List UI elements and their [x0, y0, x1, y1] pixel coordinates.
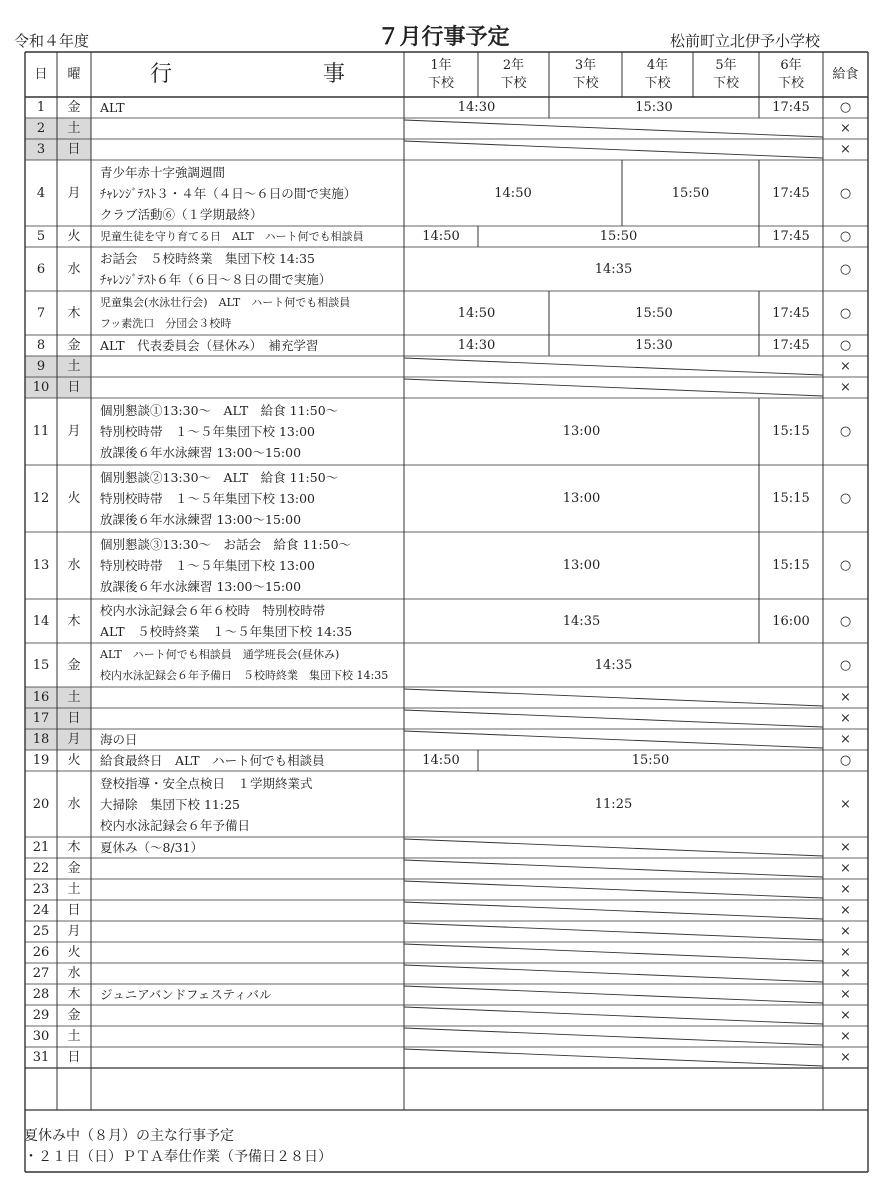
lunch-mark: ○	[839, 424, 852, 439]
lunch-mark: ○	[839, 753, 852, 768]
no-school-strike	[404, 881, 823, 898]
lunch-mark: ○	[839, 657, 852, 673]
weekday: 木	[67, 613, 81, 629]
no-school-strike	[404, 731, 823, 748]
lunch-mark: ○	[839, 491, 852, 506]
dismissal-label: 下校	[712, 75, 739, 91]
day-number: 25	[32, 924, 50, 939]
no-school-strike	[404, 120, 823, 137]
summer-event-item: ・２１日（日）ＰＴＡ奉仕作業（予備日２８日）	[24, 1149, 332, 1165]
header-grade-2	[478, 52, 549, 97]
lunch-mark: ×	[840, 732, 851, 747]
day-number: 29	[32, 1008, 50, 1023]
event-text: 特別校時帯 １～５年集団下校 13:00	[100, 424, 315, 439]
school-name: 松前町立北伊予小学校	[670, 32, 821, 50]
dismissal-time: 14:30	[457, 338, 496, 353]
day-number: 15	[32, 657, 50, 673]
day-number: 27	[32, 966, 50, 981]
lunch-mark: ×	[840, 987, 851, 1002]
header-weekday: 曜	[67, 67, 81, 82]
lunch-mark: ×	[840, 1029, 851, 1044]
event-text: 放課後６年水泳練習 13:00～15:00	[100, 445, 302, 460]
summer-events-heading: 夏休み中（８月）の主な行事予定	[24, 1128, 234, 1144]
dismissal-time: 15:50	[631, 753, 670, 768]
weekday: 月	[57, 729, 91, 750]
dismissal-time: 14:50	[422, 229, 460, 244]
grade-label: 4年	[646, 57, 669, 73]
lunch-mark: ○	[839, 100, 852, 115]
weekday: 木	[67, 305, 81, 321]
weekday: 土	[57, 687, 91, 708]
no-school-strike	[404, 944, 823, 961]
grade-label: 1年	[430, 57, 452, 73]
event-text: 海の日	[100, 732, 138, 747]
dismissal-time: 13:00	[562, 491, 601, 506]
no-school-strike	[404, 986, 823, 1003]
day-number: 10	[25, 377, 57, 398]
page-title: ７月行事予定	[377, 25, 510, 50]
weekday: 日	[57, 139, 91, 160]
weekday: 金	[67, 1008, 81, 1023]
no-school-strike	[404, 965, 823, 982]
dismissal-time: 13:00	[562, 424, 601, 439]
lunch-mark: ○	[839, 558, 852, 573]
day-number: 7	[36, 305, 46, 321]
day-number: 24	[32, 903, 50, 918]
dismissal-label: 下校	[777, 75, 804, 91]
event-text: ﾁｬﾚﾝｼﾞﾃｽﾄ３・４年（４日～６日の間で実施）	[100, 185, 357, 201]
dismissal-time: 15:30	[635, 100, 673, 115]
day-number: 8	[36, 338, 46, 353]
day-number: 18	[25, 729, 57, 750]
dismissal-time: 11:25	[594, 796, 633, 812]
header-event-left: 行	[149, 61, 172, 87]
lunch-mark: ○	[839, 613, 852, 629]
lunch-mark: ×	[840, 924, 851, 939]
no-school-strike	[404, 839, 823, 856]
day-number: 26	[32, 945, 50, 960]
event-text: ALT	[100, 100, 125, 115]
dismissal-label: 下校	[572, 75, 599, 91]
grade-label: 3年	[574, 57, 597, 73]
dismissal-label: 下校	[644, 75, 671, 91]
dismissal-label: 下校	[427, 75, 454, 91]
dismissal-time: 17:45	[772, 185, 810, 201]
header-grade-5	[693, 52, 759, 97]
weekday: 金	[67, 657, 81, 673]
day-number: 3	[25, 139, 57, 160]
dismissal-time: 15:15	[772, 424, 810, 439]
lunch-mark: ×	[840, 840, 851, 855]
dismissal-time: 15:15	[772, 558, 810, 573]
no-school-strike	[404, 860, 823, 877]
weekday: 月	[67, 185, 81, 201]
lunch-mark: ×	[840, 121, 851, 136]
event-text: ALT ５校時終業 １～５年集団下校 14:35	[100, 624, 353, 639]
lunch-mark: ×	[840, 966, 851, 981]
lunch-mark: ○	[839, 185, 852, 201]
no-school-strike	[404, 358, 823, 375]
day-number: 11	[32, 424, 50, 439]
event-text: 給食最終日 ALT ハート何でも相談員	[100, 753, 325, 768]
event-text: 個別懇談③13:30～ お話会 給食 11:50～	[100, 537, 352, 552]
day-number: 6	[36, 261, 46, 277]
no-school-strike	[404, 141, 823, 158]
weekday: 水	[67, 261, 81, 277]
weekday: 火	[67, 491, 81, 506]
dismissal-time: 14:35	[594, 261, 633, 277]
weekday: 金	[67, 100, 81, 115]
lunch-mark: ×	[840, 690, 851, 705]
event-text: 校内水泳記録会６年６校時 特別校時帯	[100, 603, 326, 618]
day-number: 21	[32, 840, 50, 855]
lunch-mark: ×	[840, 882, 851, 897]
dismissal-time: 14:35	[562, 613, 601, 629]
no-school-strike	[404, 902, 823, 919]
day-number: 4	[36, 185, 46, 201]
weekday: 金	[67, 861, 81, 876]
dismissal-time: 16:00	[772, 613, 810, 629]
event-text: 放課後６年水泳練習 13:00～15:00	[100, 579, 302, 594]
day-number: 13	[32, 558, 50, 573]
grade-label: 2年	[502, 57, 525, 73]
no-school-strike	[404, 710, 823, 727]
weekday: 金	[67, 338, 81, 353]
day-number: 9	[25, 356, 57, 377]
header-lunch: 給食	[832, 67, 859, 82]
weekday: 土	[67, 882, 81, 897]
dismissal-time: 17:45	[772, 338, 810, 353]
no-school-strike	[404, 379, 823, 396]
weekday: 土	[57, 118, 91, 139]
grade-label: 5年	[715, 57, 737, 73]
dismissal-time: 13:00	[562, 558, 601, 573]
dismissal-time: 15:50	[671, 185, 710, 201]
event-text: 校内水泳記録会６年予備日 ５校時終業 集団下校 14:35	[100, 669, 389, 682]
event-text: 校内水泳記録会６年予備日	[100, 817, 251, 833]
weekday: 日	[57, 377, 91, 398]
event-text: 夏休み（～8/31）	[100, 840, 204, 855]
weekday: 木	[67, 840, 81, 855]
no-school-strike	[404, 1007, 823, 1024]
header-event-right: 事	[322, 61, 345, 87]
lunch-mark: ○	[839, 229, 852, 244]
lunch-mark: ×	[840, 711, 851, 726]
event-text: 放課後６年水泳練習 13:00～15:00	[100, 512, 302, 527]
weekday: 木	[67, 987, 81, 1002]
lunch-mark: ○	[839, 305, 852, 321]
event-text: 児童生徒を守り育てる日 ALT ハート何でも相談員	[100, 230, 364, 243]
event-text: クラブ活動⑥（１学期最終）	[100, 206, 263, 222]
event-text: ALT ハート何でも相談員 通学班長会(昼休み)	[100, 648, 340, 661]
weekday: 土	[67, 1029, 81, 1044]
day-number: 17	[25, 708, 57, 729]
dismissal-time: 14:30	[457, 100, 496, 115]
lunch-mark: ×	[840, 1008, 851, 1023]
lunch-mark: ○	[839, 338, 852, 353]
event-text: 個別懇談①13:30～ ALT 給食 11:50～	[100, 403, 339, 418]
day-number: 31	[32, 1050, 50, 1065]
weekday: 火	[67, 753, 81, 768]
header-grade-4	[622, 52, 693, 97]
event-text: 青少年赤十字強調週間	[100, 164, 226, 180]
lunch-mark: ×	[840, 1050, 851, 1065]
event-text: 特別校時帯 １～５年集団下校 13:00	[100, 491, 315, 506]
event-text: 大掃除 集団下校 11:25	[100, 796, 240, 812]
lunch-mark: ×	[840, 359, 851, 374]
dismissal-time: 15:15	[772, 491, 810, 506]
grade-label: 6年	[780, 57, 802, 73]
day-number: 22	[32, 861, 50, 876]
day-number: 2	[25, 118, 57, 139]
no-school-strike	[404, 923, 823, 940]
event-text: フッ素洗口 分団会３校時	[100, 317, 232, 330]
header-grade-3	[549, 52, 622, 97]
event-text: 児童集会(水泳壮行会) ALT ハート何でも相談員	[100, 296, 351, 309]
weekday: 水	[67, 796, 81, 812]
event-text: お話会 ５校時終業 集団下校 14:35	[100, 251, 315, 266]
day-number: 16	[25, 687, 57, 708]
day-number: 14	[32, 613, 50, 629]
event-text: 特別校時帯 １～５年集団下校 13:00	[100, 558, 315, 573]
event-text: 個別懇談②13:30～ ALT 給食 11:50～	[100, 470, 339, 485]
day-number: 5	[36, 229, 46, 244]
weekday: 日	[67, 1050, 81, 1065]
dismissal-time: 17:45	[772, 100, 810, 115]
day-number: 12	[32, 491, 50, 506]
dismissal-time: 14:50	[494, 185, 532, 201]
no-school-strike	[404, 1049, 823, 1066]
weekday: 水	[67, 558, 81, 573]
weekday: 月	[67, 924, 81, 939]
dismissal-time: 15:50	[635, 305, 673, 321]
dismissal-time: 15:50	[599, 229, 638, 244]
header-day: 日	[34, 67, 48, 82]
header-grade-1	[404, 52, 478, 97]
day-number: 20	[32, 796, 50, 812]
weekday: 月	[67, 424, 81, 439]
weekday: 日	[57, 708, 91, 729]
dismissal-time: 15:30	[635, 338, 673, 353]
lunch-mark: ×	[840, 945, 851, 960]
day-number: 23	[32, 882, 50, 897]
header-grade-6	[759, 52, 823, 97]
dismissal-time: 14:50	[422, 753, 460, 768]
lunch-mark: ×	[840, 796, 851, 812]
lunch-mark: ×	[840, 861, 851, 876]
lunch-mark: ×	[840, 903, 851, 918]
event-text: 登校指導・安全点検日 １学期終業式	[100, 775, 313, 791]
no-school-strike	[404, 1028, 823, 1045]
event-text: ﾁｬﾚﾝｼﾞﾃｽﾄ６年（６日～８日の間で実施）	[100, 272, 332, 287]
lunch-mark: ×	[840, 142, 851, 157]
fiscal-year: 令和４年度	[14, 32, 90, 50]
weekday: 日	[67, 903, 81, 918]
weekday: 土	[57, 356, 91, 377]
dismissal-time: 14:35	[594, 657, 633, 673]
weekday: 水	[67, 966, 81, 981]
lunch-mark: ○	[839, 261, 852, 277]
dismissal-label: 下校	[500, 75, 527, 91]
weekday: 火	[67, 945, 81, 960]
no-school-strike	[404, 689, 823, 706]
event-text: ジュニアバンドフェスティバル	[100, 987, 272, 1002]
dismissal-time: 17:45	[772, 229, 810, 244]
weekday: 火	[67, 229, 81, 244]
day-number: 30	[32, 1029, 50, 1044]
dismissal-time: 14:50	[457, 305, 496, 321]
day-number: 1	[36, 100, 46, 115]
day-number: 19	[32, 753, 50, 768]
lunch-mark: ×	[840, 380, 851, 395]
dismissal-time: 17:45	[772, 305, 810, 321]
day-number: 28	[32, 987, 50, 1002]
event-text: ALT 代表委員会（昼休み） 補充学習	[100, 338, 319, 353]
